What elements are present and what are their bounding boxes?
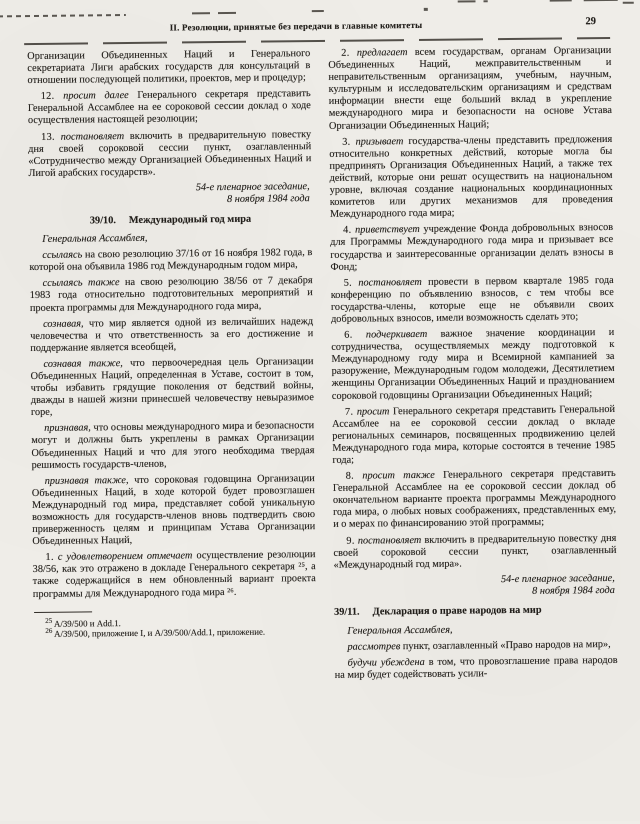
header-rule	[24, 37, 610, 45]
scan-artifact	[584, 0, 618, 1]
paragraph-lead: ссылаясь	[42, 249, 83, 262]
paragraph: 3. призывает государства-члены представить предложения относительно конкретных действий, которые могла бы предпринять Организация Объединенных Наций, а также тех действий, которые они решат осуществить на национальном уровне, включая создание национальных координационных комитетов или других механизмов для проведения Международного года мира;	[329, 133, 613, 221]
scan-artifact	[192, 12, 238, 14]
paragraph-lead: рассмотрев	[347, 641, 401, 653]
paragraph-number: 1.	[45, 552, 54, 564]
paragraph: сознавая также, что первоочередная цель Организации Объединенных Наций, определенная в Уставе, состоит в том, чтобы избавить грядущие поколения от бедствий войны, дважды в нашей жизни принесшей человечеству невыразимое горе,	[30, 355, 314, 419]
footnotes	[33, 609, 316, 641]
paragraph-number: 12.	[40, 91, 55, 103]
paragraph: 13. постановляет включить в предварительную повестку дня своей сороковой сессии пункт, озаглавленный «Сотрудничество между Организацией Объединенных Наций и Лигой арабских государств».	[28, 128, 312, 179]
left-column	[27, 48, 316, 640]
paragraph: 2. предлагает всем государствам, органам Организации Объединенных Наций, межправительственным и неправительственным организациям, учебным, научным, культурным и исследовательским организациям и средствам информации внести еще больший вклад в укрепление международного мира и безопасности на основе Устава Организации Объединенных Наций;	[328, 44, 612, 132]
resolution-number: 39/11.	[334, 607, 360, 619]
footnote: $^{26}$ A/39/500, приложение I, и A/39/500/Add.1, приложение.	[45, 627, 266, 640]
signature-line: 8 ноября 1984 года	[532, 585, 615, 597]
paragraph	[334, 623, 617, 638]
paragraph: 6. подчеркивает важное значение координации и сотрудничества, осуществляемых между подготовкой к Международному году мира и Всемирной кампанией за разоружение, Международным годом молодежи, Десятилетием женщины Организации Объединенных Наций и празднованием сороковой годовщины Организации Объединенных Наций;	[331, 326, 615, 402]
paragraph: 9. постановляет включить в предварительную повестку дня своей сороковой сессии пункт, озаглавленный «Международный год мира».	[333, 532, 617, 571]
right-column	[328, 45, 618, 686]
paragraph-lead: просит также	[362, 469, 435, 482]
paragraph: рассмотрев пункт, озаглавленный «Право народов на мир»,	[347, 639, 611, 653]
paragraph: 12. просит далее Генерального секретаря представить Генеральной Ассамблее на ее сороковой сессии доклад о ходе осуществления настоящей резолюции;	[27, 88, 311, 127]
signature-line: 54-е пленарное заседание,	[195, 181, 310, 194]
paragraph-lead: постановляет	[60, 130, 125, 143]
paragraph: сознавая, что мир является одной из величайших надежд человечества и что ответственность за его достижение и поддержание является всеобщей,	[30, 315, 314, 354]
paragraph-lead: признавая,	[44, 422, 91, 435]
paragraph-lead: постановляет	[357, 534, 422, 547]
paragraph-number: 2.	[341, 47, 350, 59]
paragraph: Организации Объединенных Наций и Генерального секретариата Лиги арабских государств для консультаций в отношении последующей политики, проектов, мер и процедур;	[27, 48, 311, 87]
footnote-marker: 26	[45, 627, 53, 636]
paragraph-number: 6.	[344, 329, 353, 341]
paragraph: 5. постановляет провести в первом квартале 1985 года конференцию по объявлению взносов, с тем чтобы все государства-члены, которые еще не объявили своих добровольных взносов, имели возможность сделать это;	[330, 274, 614, 325]
paragraph-number: 13.	[41, 131, 55, 143]
paragraph-number: 7.	[344, 406, 354, 418]
scan-artifact	[312, 10, 324, 12]
footnote-marker: 25	[45, 616, 53, 625]
footnote-rule	[34, 611, 92, 613]
resolution-heading	[29, 213, 312, 228]
paragraph-number: 3.	[342, 136, 351, 148]
paragraph-lead: приветствует	[355, 224, 420, 236]
paragraph-lead: ссылаясь также	[42, 277, 120, 290]
resolution-number: 39/10.	[89, 214, 116, 226]
paragraph: 4. приветствует учреждение Фонда добровольных взносов для Программы Международного года мира и призывает все государства и заинтересованные организации делать взносы в Фонд;	[330, 222, 614, 273]
paragraph-lead: сознавая,	[43, 318, 84, 330]
meeting-signature	[334, 573, 615, 601]
paragraph-lead: Генеральная Ассамблея,	[347, 624, 453, 637]
scan-artifact	[0, 14, 126, 17]
paragraph-number: 8.	[345, 470, 355, 482]
resolution-title: Декларация о праве народов на мир	[372, 605, 542, 618]
paragraph-lead: признавая также,	[44, 474, 129, 487]
paragraph-lead: просит	[356, 405, 390, 418]
paragraph-lead: предлагает	[356, 47, 408, 59]
running-header: II. Резолюции, принятые без передачи в главные комитеты	[169, 19, 423, 33]
signature-line: 54-е пленарное заседание,	[500, 572, 615, 585]
paragraph-lead: сознавая также,	[43, 357, 123, 370]
scan-artifact	[623, 2, 634, 4]
paragraph-lead: подчеркивает	[365, 328, 428, 341]
paragraph: ссылаясь также на свою резолюцию 38/56 от 7 декабря 1983 года относительно подготовительных мероприятий и проекта программы для Международного года мира,	[29, 275, 313, 314]
paragraph-number: 9.	[346, 535, 355, 547]
paragraph: признавая, что основы международного мира и безопасности могут и должны быть укреплены в рамках Организации Объединенных Наций и что для этого необходима твердая решимость государств-членов,	[31, 420, 315, 471]
paragraph-number: 5.	[343, 277, 353, 289]
paragraph-lead: призывает	[355, 135, 404, 148]
paragraph-number: 4.	[343, 224, 352, 237]
paragraph-lead: Генеральная Ассамблея,	[42, 232, 148, 245]
scan-artifact	[550, 0, 572, 2]
paragraph: будучи убеждена в том, что провозглашение права народов на мир будет содействовать усили-	[334, 655, 618, 682]
paragraph-lead: будучи убеждена	[347, 657, 425, 669]
resolution-title: Международный год мира	[128, 213, 252, 226]
paragraph-lead: постановляет	[358, 276, 422, 289]
page-number: 29	[585, 16, 597, 28]
paragraph-lead: с удовлетворением отмечает	[57, 550, 193, 564]
scan-artifact	[424, 8, 428, 11]
paragraph: 1. с удовлетворением отмечает осуществление резолюции 38/56, как это отражено в докладе Генерального секретаря ²⁵, а также содержащийся в нем обновленный вариант проекта программы для Международного года мира ²⁶.	[32, 549, 316, 600]
paragraph	[29, 231, 312, 246]
meeting-signature	[29, 181, 310, 209]
resolution-heading	[334, 604, 617, 619]
signature-line: 8 ноября 1984 года	[226, 193, 310, 206]
paragraph: 7. просит Генерального секретаря представить Генеральной Ассамблее на ее сороковой сессии доклад о вкладе региональных семинаров, посвященных продвижению целей Международного года мира, которые состоятся в течение 1985 года;	[332, 403, 616, 466]
footnote: $^{25}$ A/39/500 и Add.1.	[45, 616, 121, 629]
scan-artifact	[458, 0, 488, 2]
paragraph: признавая также, что сороковая годовщина Организации Объединенных Наций, в ходе которой будет провозглашен Международный год мира, представляет собой уникальную возможность для государств-членов вновь подтвердить свою приверженность целям и принципам Устава Организации Объединенных Наций,	[31, 472, 316, 548]
paragraph-lead: просит далее	[63, 90, 129, 102]
paragraph: ссылаясь на свою резолюцию 37/16 от 16 ноября 1982 года, в которой она объявила 1986 год Международным годом мира,	[29, 247, 313, 274]
paragraph: 8. просит также Генерального секретаря представить Генеральной Ассамблее на ее сороковой сессии доклад об окончательном варианте проекта программы Международного года мира, о любых новых соображениях, представленных ему, и о мерах по финансированию этой программы;	[332, 468, 617, 531]
